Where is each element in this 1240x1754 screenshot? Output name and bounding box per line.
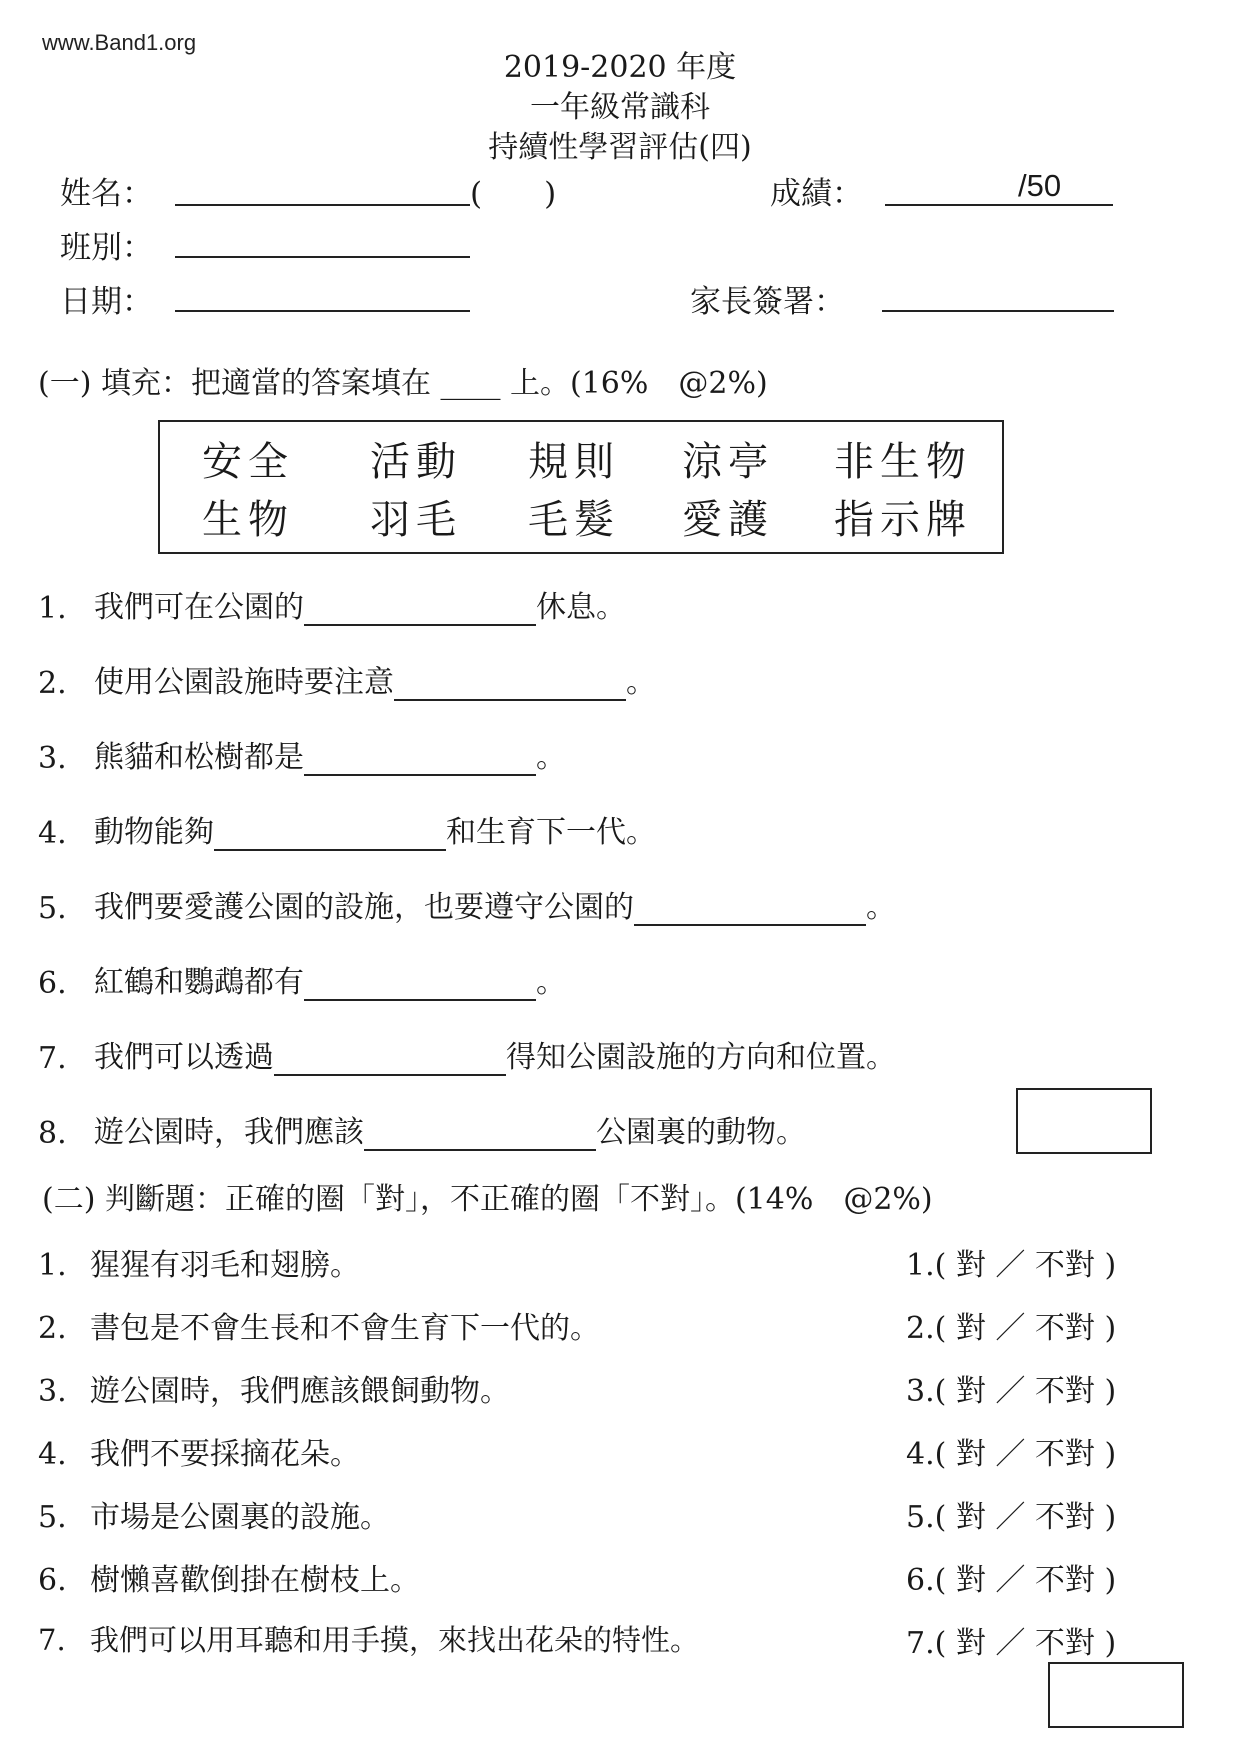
tf-answer[interactable] bbox=[906, 1618, 1116, 1662]
question-number: 7. bbox=[38, 1041, 67, 1076]
assessment-title: 持續性學習評估(四) bbox=[488, 130, 752, 165]
fill-question bbox=[38, 1107, 806, 1151]
word-bank-item: 安全 bbox=[202, 439, 294, 485]
word-bank-item: 指示牌 bbox=[834, 497, 972, 543]
tf-statement bbox=[38, 1366, 510, 1410]
answer-blank[interactable] bbox=[364, 1119, 596, 1151]
statement-number: 3. bbox=[38, 1374, 67, 1409]
word-bank-item: 愛護 bbox=[682, 497, 774, 543]
question-number: 4. bbox=[38, 816, 67, 851]
fill-question bbox=[38, 732, 566, 776]
section2-title: (二) 判斷題：正確的圈「對」，不正確的圈「不對」。(14% @2%) bbox=[42, 1182, 933, 1217]
name-line[interactable] bbox=[175, 204, 470, 206]
fill-question bbox=[38, 957, 566, 1001]
fill-question bbox=[38, 1032, 896, 1076]
question-text-after: 休息。 bbox=[536, 590, 626, 625]
word-bank-box bbox=[158, 420, 1004, 554]
answer-number: 3. bbox=[906, 1374, 935, 1409]
tf-statement bbox=[38, 1492, 390, 1536]
question-text-before: 熊貓和松樹都是 bbox=[94, 740, 304, 775]
tf-statement bbox=[38, 1303, 600, 1347]
statement-number: 4. bbox=[38, 1437, 67, 1472]
fill-question bbox=[38, 657, 656, 701]
tf-statement bbox=[38, 1429, 360, 1473]
question-number: 2. bbox=[38, 666, 67, 701]
question-number: 1. bbox=[38, 591, 67, 626]
word-bank-item: 非生物 bbox=[834, 439, 972, 485]
parent-signature-line[interactable] bbox=[882, 310, 1114, 312]
question-number: 6. bbox=[38, 966, 67, 1001]
tf-answer[interactable] bbox=[906, 1240, 1116, 1284]
question-text-before: 我們要愛護公園的設施，也要遵守公園的 bbox=[94, 890, 634, 925]
statement-number: 6. bbox=[38, 1563, 67, 1598]
question-number: 3. bbox=[38, 741, 67, 776]
tf-answer[interactable] bbox=[906, 1429, 1116, 1473]
class-number-paren: ( ) bbox=[470, 176, 557, 212]
question-text-after: 得知公園設施的方向和位置。 bbox=[506, 1040, 896, 1075]
statement-number: 1. bbox=[38, 1248, 67, 1283]
parent-signature-label: 家長簽署： bbox=[690, 284, 845, 320]
tf-statement bbox=[38, 1240, 360, 1284]
tf-answer[interactable] bbox=[906, 1492, 1116, 1536]
answer-choice[interactable]: ( 對 ／ 不對 ) bbox=[934, 1500, 1117, 1535]
question-text-before: 遊公園時，我們應該 bbox=[94, 1115, 364, 1150]
year-heading: 2019-2020 年度 bbox=[503, 50, 737, 85]
answer-number: 4. bbox=[906, 1437, 935, 1472]
score-total: /50 bbox=[1018, 168, 1062, 203]
question-text-after: 公園裏的動物。 bbox=[596, 1115, 806, 1150]
question-text-after: 和生育下一代。 bbox=[446, 815, 656, 850]
tf-answer[interactable] bbox=[906, 1555, 1116, 1599]
question-text-after: 。 bbox=[866, 890, 896, 925]
question-text-after: 。 bbox=[626, 665, 656, 700]
statement-text: 我們可以用耳聽和用手摸，來找出花朵的特性。 bbox=[90, 1623, 700, 1657]
question-text-before: 我們可在公園的 bbox=[94, 590, 304, 625]
statement-number: 7. bbox=[38, 1623, 66, 1657]
answer-blank[interactable] bbox=[214, 819, 446, 851]
answer-blank[interactable] bbox=[634, 894, 866, 926]
fill-question bbox=[38, 882, 896, 926]
answer-number: 2. bbox=[906, 1311, 935, 1346]
answer-blank[interactable] bbox=[394, 669, 626, 701]
date-line[interactable] bbox=[175, 310, 470, 312]
section1-score-box[interactable] bbox=[1016, 1088, 1152, 1154]
answer-choice[interactable]: ( 對 ／ 不對 ) bbox=[934, 1626, 1117, 1661]
date-label: 日期： bbox=[60, 284, 153, 320]
statement-text: 猩猩有羽毛和翅膀。 bbox=[90, 1248, 360, 1283]
word-bank-item: 毛髮 bbox=[528, 497, 620, 543]
question-text-before: 我們可以透過 bbox=[94, 1040, 274, 1075]
tf-answer[interactable] bbox=[906, 1366, 1116, 1410]
question-text-before: 動物能夠 bbox=[94, 815, 214, 850]
statement-text: 市場是公園裏的設施。 bbox=[90, 1500, 390, 1535]
answer-number: 7. bbox=[906, 1626, 935, 1661]
statement-text: 我們不要採摘花朵。 bbox=[90, 1437, 360, 1472]
statement-text: 遊公園時，我們應該餵飼動物。 bbox=[90, 1374, 510, 1409]
statement-number: 2. bbox=[38, 1311, 67, 1346]
question-text-before: 紅鶴和鸚鵡都有 bbox=[94, 965, 304, 1000]
word-bank-item: 生物 bbox=[202, 497, 294, 543]
question-text-before: 使用公園設施時要注意 bbox=[94, 665, 394, 700]
word-bank-item: 涼亭 bbox=[682, 439, 774, 485]
section2-score-box[interactable] bbox=[1048, 1662, 1184, 1728]
score-line[interactable] bbox=[885, 204, 1113, 206]
answer-choice[interactable]: ( 對 ／ 不對 ) bbox=[934, 1563, 1117, 1598]
answer-number: 1. bbox=[906, 1248, 935, 1283]
fill-question bbox=[38, 582, 626, 626]
word-bank-item: 規則 bbox=[528, 439, 620, 485]
class-line[interactable] bbox=[175, 256, 470, 258]
answer-choice[interactable]: ( 對 ／ 不對 ) bbox=[934, 1437, 1117, 1472]
answer-choice[interactable]: ( 對 ／ 不對 ) bbox=[934, 1374, 1117, 1409]
answer-choice[interactable]: ( 對 ／ 不對 ) bbox=[934, 1248, 1117, 1283]
answer-blank[interactable] bbox=[274, 1044, 506, 1076]
answer-blank[interactable] bbox=[304, 969, 536, 1001]
section1-title: (一) 填充：把適當的答案填在 ____ 上。(16% @2%) bbox=[38, 366, 768, 401]
answer-number: 6. bbox=[906, 1563, 935, 1598]
question-text-after: 。 bbox=[536, 965, 566, 1000]
statement-text: 書包是不會生長和不會生育下一代的。 bbox=[90, 1311, 600, 1346]
answer-blank[interactable] bbox=[304, 744, 536, 776]
grade-subject-heading: 一年級常識科 bbox=[530, 90, 710, 125]
watermark: www.Band1.org bbox=[42, 30, 197, 55]
word-bank-item: 活動 bbox=[370, 439, 462, 485]
answer-choice[interactable]: ( 對 ／ 不對 ) bbox=[934, 1311, 1117, 1346]
tf-statement bbox=[38, 1618, 699, 1659]
answer-blank[interactable] bbox=[304, 594, 536, 626]
statement-number: 5. bbox=[38, 1500, 67, 1535]
fill-question bbox=[38, 807, 656, 851]
class-label: 班別： bbox=[60, 230, 153, 266]
score-label: 成績： bbox=[770, 176, 863, 212]
tf-statement bbox=[38, 1555, 420, 1599]
question-number: 5. bbox=[38, 891, 67, 926]
word-bank-item: 羽毛 bbox=[370, 497, 462, 543]
tf-answer[interactable] bbox=[906, 1303, 1116, 1347]
question-text-after: 。 bbox=[536, 740, 566, 775]
statement-text: 樹懶喜歡倒掛在樹枝上。 bbox=[90, 1563, 420, 1598]
answer-number: 5. bbox=[906, 1500, 935, 1535]
question-number: 8. bbox=[38, 1116, 67, 1151]
name-label: 姓名： bbox=[60, 176, 153, 212]
